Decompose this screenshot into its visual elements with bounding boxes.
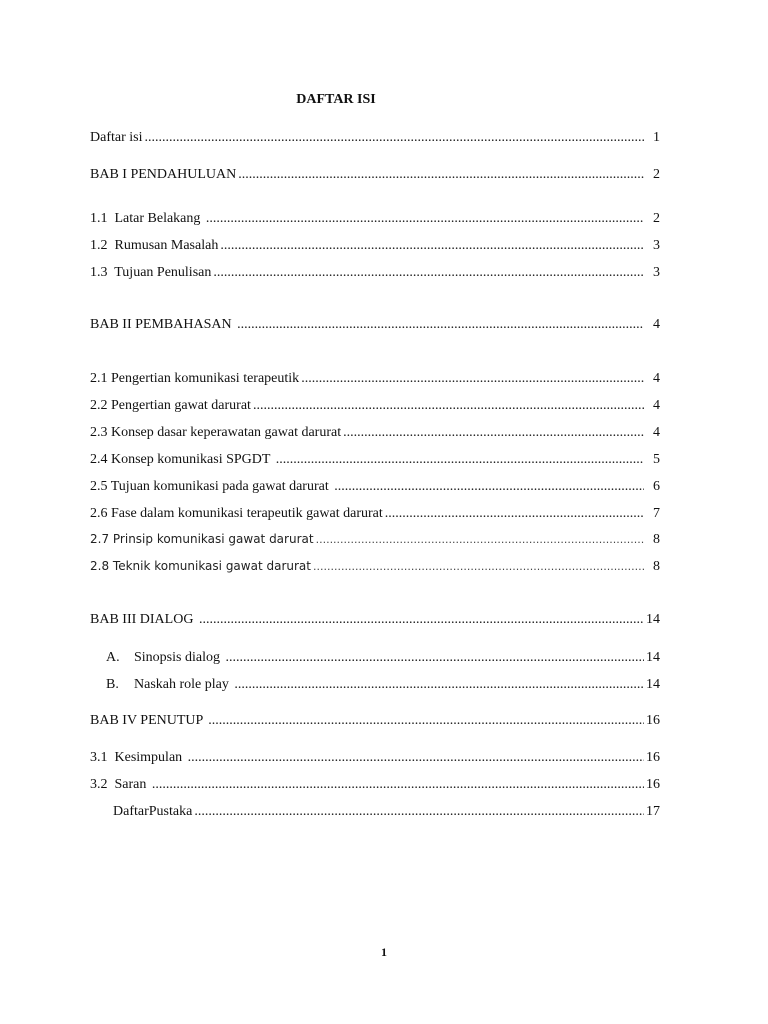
page-title: DAFTAR ISI <box>296 92 376 107</box>
toc-entry <box>90 750 660 768</box>
leader-dots <box>194 804 644 820</box>
toc-page: 2 <box>653 167 660 182</box>
leader-dots <box>316 533 644 546</box>
leader-dots <box>234 677 644 693</box>
toc-page: 8 <box>653 559 660 574</box>
toc-page: 14 <box>646 612 660 627</box>
toc-page: 3 <box>653 265 660 280</box>
toc-page: 14 <box>646 677 660 692</box>
toc-label: 2.3 Konsep dasar keperawatan gawat darurat <box>90 425 342 440</box>
toc-entry <box>90 265 660 283</box>
toc-label: BAB I PENDAHULUAN <box>90 167 237 182</box>
toc-page: 7 <box>653 506 660 521</box>
toc-label: BAB IV PENUTUP <box>90 713 207 728</box>
toc-page: 4 <box>653 425 660 440</box>
leader-dots <box>188 750 644 766</box>
leader-dots <box>213 265 644 281</box>
toc-label: 2.5 Tujuan komunikasi pada gawat darurat <box>90 479 333 494</box>
toc-page: 17 <box>646 804 660 819</box>
toc-entry <box>90 559 660 577</box>
toc-label: 1.1 Latar Belakang <box>90 211 204 226</box>
toc-label: 2.4 Konsep komunikasi SPGDT <box>90 452 274 467</box>
toc-entry <box>90 398 660 416</box>
toc-label: BAB II PEMBAHASAN <box>90 317 236 332</box>
toc-label: DaftarPustaka <box>113 804 193 819</box>
toc-entry <box>90 452 660 470</box>
toc-label: 2.6 Fase dalam komunikasi terapeutik gawat darurat <box>90 506 383 521</box>
leader-dots <box>225 650 644 666</box>
leader-dots <box>276 452 644 468</box>
toc-page: 16 <box>646 750 660 765</box>
toc-entry <box>90 211 660 229</box>
toc-entry <box>90 777 660 795</box>
leader-dots <box>301 371 644 387</box>
toc-label: Daftar isi <box>90 130 143 145</box>
list-marker: A. <box>106 650 120 665</box>
toc-entry <box>90 532 660 550</box>
toc-label: 2.8 Teknik komunikasi gawat darurat <box>90 559 311 573</box>
leader-dots <box>253 398 644 414</box>
toc-page: 4 <box>653 398 660 413</box>
toc-label: 2.2 Pengertian gawat darurat <box>90 398 251 413</box>
leader-dots <box>144 130 644 146</box>
toc-entry <box>90 317 660 335</box>
toc-entry <box>90 238 660 256</box>
toc-entry <box>90 167 660 185</box>
toc-entry <box>90 371 660 389</box>
toc-entry <box>90 130 660 148</box>
leader-dots <box>220 238 644 254</box>
toc-page: 16 <box>646 713 660 728</box>
list-marker: B. <box>106 677 119 692</box>
toc-label: 3.2 Saran <box>90 777 150 792</box>
leader-dots <box>208 713 644 729</box>
page-number: 1 <box>381 945 387 959</box>
toc-entry <box>90 479 660 497</box>
toc-label: Naskah role play <box>134 677 233 692</box>
toc-page: 4 <box>653 371 660 386</box>
toc-page: 5 <box>653 452 660 467</box>
toc-label: BAB III DIALOG <box>90 612 197 627</box>
toc-page: 14 <box>646 650 660 665</box>
leader-dots <box>152 777 644 793</box>
toc-entry <box>90 425 660 443</box>
toc-page: 16 <box>646 777 660 792</box>
toc-page: 1 <box>653 130 660 145</box>
toc-entry <box>113 804 660 822</box>
toc-label: 1.3 Tujuan Penulisan <box>90 265 212 280</box>
leader-dots <box>238 167 644 183</box>
toc-label: 2.7 Prinsip komunikasi gawat darurat <box>90 532 314 546</box>
toc-entry <box>90 713 660 731</box>
toc-entry <box>106 650 660 668</box>
toc-label: 2.1 Pengertian komunikasi terapeutik <box>90 371 300 386</box>
toc-label: 3.1 Kesimpulan <box>90 750 186 765</box>
toc-label: 1.2 Rumusan Masalah <box>90 238 219 253</box>
leader-dots <box>334 479 644 495</box>
toc-entry <box>106 677 660 695</box>
leader-dots <box>385 506 644 522</box>
toc-page: 4 <box>653 317 660 332</box>
toc-entry <box>90 612 660 630</box>
toc-page: 8 <box>653 532 660 547</box>
toc-label: Sinopsis dialog <box>134 650 224 665</box>
leader-dots <box>313 560 644 573</box>
toc-page: 6 <box>653 479 660 494</box>
toc-page: 2 <box>653 211 660 226</box>
leader-dots <box>237 317 644 333</box>
toc-page: 3 <box>653 238 660 253</box>
leader-dots <box>199 612 644 628</box>
leader-dots <box>343 425 644 441</box>
leader-dots <box>206 211 644 227</box>
toc-entry <box>90 506 660 524</box>
